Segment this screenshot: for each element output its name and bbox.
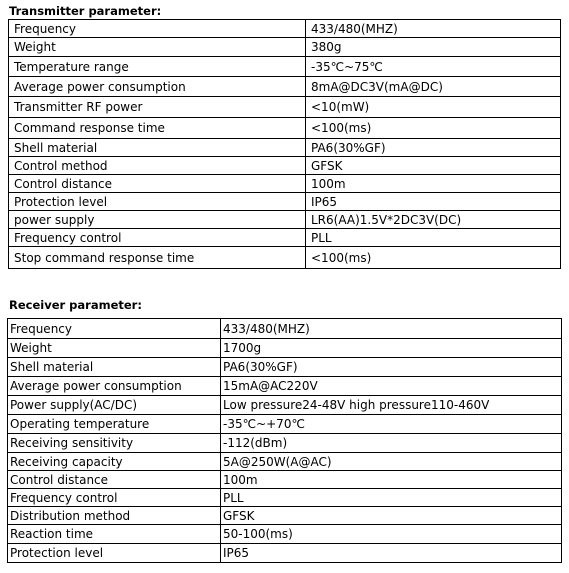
table-row (9, 157, 561, 175)
param-label: Frequency control (9, 229, 306, 247)
param-value: 1700g (221, 339, 562, 358)
table-row (9, 247, 561, 269)
param-value: Low pressure24-48V high pressure110-460V (221, 396, 562, 415)
table-row (8, 358, 562, 377)
param-value: 5A@250W(A@AC) (221, 453, 562, 471)
param-value: GFSK (306, 157, 561, 175)
param-value: 433/480(MHZ) (306, 20, 561, 38)
param-value: 100m (221, 471, 562, 489)
param-value: <100(ms) (306, 247, 561, 269)
table-row (8, 377, 562, 396)
param-value: -112(dBm) (221, 434, 562, 453)
param-value: PA6(30%GF) (221, 358, 562, 377)
param-value: <100(ms) (306, 118, 561, 139)
param-label: Command response time (9, 118, 306, 139)
param-value: 380g (306, 38, 561, 57)
param-label: Receiving capacity (8, 453, 221, 471)
param-label: Frequency (8, 319, 221, 339)
param-value: 50-100(ms) (221, 525, 562, 544)
param-label: Average power consumption (9, 77, 306, 97)
transmitter-section-title: Transmitter parameter: (9, 4, 162, 18)
table-row (8, 544, 562, 563)
param-value: 8mA@DC3V(mA@DC) (306, 77, 561, 97)
param-label: Weight (9, 38, 306, 57)
table-row (8, 319, 562, 339)
table-row (9, 229, 561, 247)
table-row (8, 396, 562, 415)
table-row (8, 525, 562, 544)
param-label: Power supply(AC/DC) (8, 396, 221, 415)
param-label: Transmitter RF power (9, 97, 306, 118)
table-row (8, 471, 562, 489)
param-label: Protection level (8, 544, 221, 563)
table-row (8, 415, 562, 434)
param-label: Temperature range (9, 57, 306, 77)
table-row (9, 20, 561, 38)
param-value: 15mA@AC220V (221, 377, 562, 396)
table-row (8, 507, 562, 525)
param-label: Reaction time (8, 525, 221, 544)
param-label: Receiving sensitivity (8, 434, 221, 453)
table-row (9, 139, 561, 157)
table-row (8, 339, 562, 358)
param-value: -35℃~75℃ (306, 57, 561, 77)
table-row (9, 77, 561, 97)
table-row (9, 193, 561, 211)
param-label: Distribution method (8, 507, 221, 525)
table-row (9, 97, 561, 118)
param-value: PLL (221, 489, 562, 507)
param-label: Frequency (9, 20, 306, 38)
param-value: IP65 (221, 544, 562, 563)
table-row (9, 38, 561, 57)
param-label: Shell material (8, 358, 221, 377)
param-label: Shell material (9, 139, 306, 157)
table-row (9, 175, 561, 193)
table-row (9, 211, 561, 229)
table-row (8, 434, 562, 453)
param-value: GFSK (221, 507, 562, 525)
table-row (9, 118, 561, 139)
receiver-parameter-table (7, 318, 562, 563)
param-label: Protection level (9, 193, 306, 211)
param-label: Control distance (9, 175, 306, 193)
receiver-section-title: Receiver parameter: (9, 298, 142, 312)
param-value: <10(mW) (306, 97, 561, 118)
param-value: -35℃~+70℃ (221, 415, 562, 434)
param-value: 100m (306, 175, 561, 193)
param-value: PLL (306, 229, 561, 247)
param-label: Stop command response time (9, 247, 306, 269)
param-label: Average power consumption (8, 377, 221, 396)
table-row (8, 453, 562, 471)
param-value: LR6(AA)1.5V*2DC3V(DC) (306, 211, 561, 229)
table-row (8, 489, 562, 507)
param-label: Control distance (8, 471, 221, 489)
param-value: IP65 (306, 193, 561, 211)
transmitter-parameter-table (8, 19, 561, 269)
param-label: power supply (9, 211, 306, 229)
param-label: Weight (8, 339, 221, 358)
table-row (9, 57, 561, 77)
param-value: 433/480(MHZ) (221, 319, 562, 339)
param-value: PA6(30%GF) (306, 139, 561, 157)
param-label: Operating temperature (8, 415, 221, 434)
param-label: Frequency control (8, 489, 221, 507)
param-label: Control method (9, 157, 306, 175)
